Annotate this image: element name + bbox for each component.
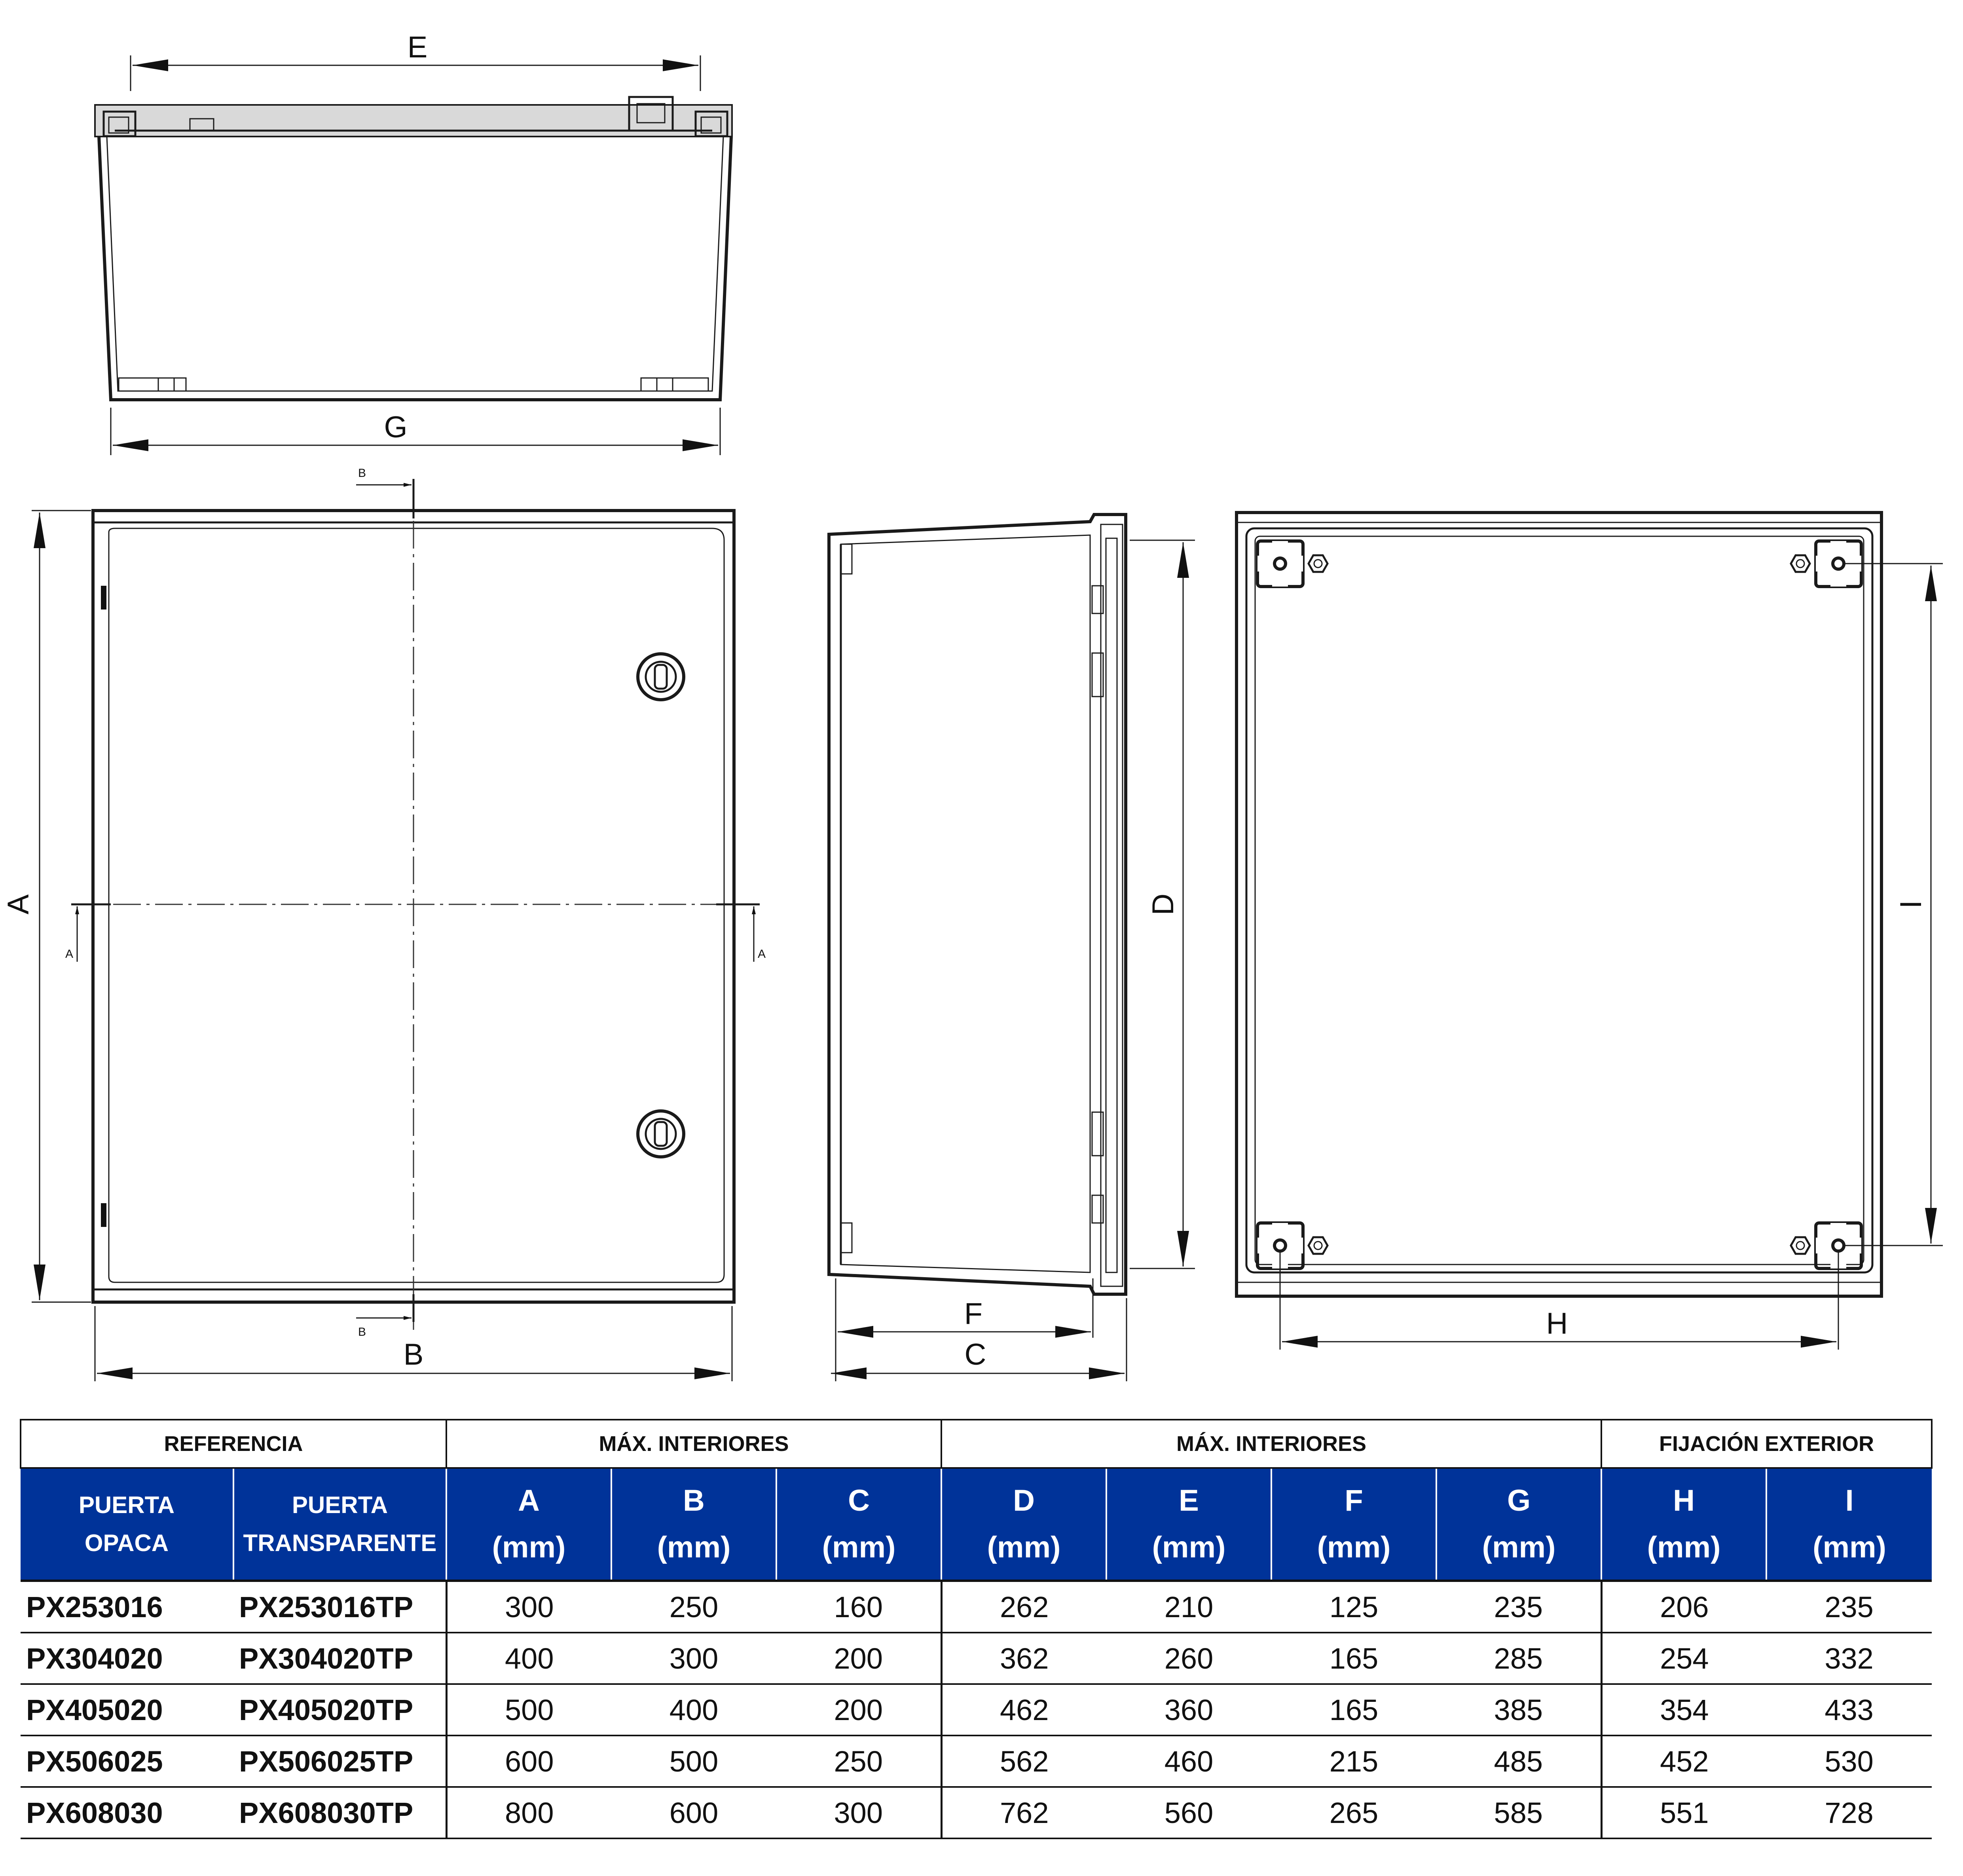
cell-a: 500 <box>446 1684 611 1735</box>
cell-g: 285 <box>1436 1633 1601 1684</box>
group-header-fijacion-exterior: FIJACIÓN EXTERIOR <box>1601 1420 1932 1468</box>
cell-a: 300 <box>446 1581 611 1633</box>
cell-b: 600 <box>611 1787 776 1838</box>
lock-icon <box>638 1111 684 1157</box>
cell-i: 728 <box>1766 1787 1932 1838</box>
cell-d: 462 <box>941 1684 1106 1735</box>
column-header-b: B (mm) <box>611 1468 776 1581</box>
cell-h: 254 <box>1601 1633 1766 1684</box>
table-row <box>21 1787 1932 1838</box>
cell-h: 452 <box>1601 1735 1766 1787</box>
cell-c: 160 <box>776 1581 941 1633</box>
cell-h: 551 <box>1601 1787 1766 1838</box>
cell-e: 360 <box>1106 1684 1271 1735</box>
column-header-e: E (mm) <box>1106 1468 1271 1581</box>
ref-transparente: PX405020TP <box>233 1684 446 1735</box>
dim-label-H: H <box>1546 1307 1568 1341</box>
section-marker-b-bottom: B <box>358 1325 366 1339</box>
column-header-puerta-opaca: PUERTA OPACA <box>21 1468 233 1581</box>
ref-transparente: PX608030TP <box>233 1787 446 1838</box>
cell-b: 300 <box>611 1633 776 1684</box>
cell-f: 165 <box>1271 1633 1436 1684</box>
cell-a: 600 <box>446 1735 611 1787</box>
cell-c: 200 <box>776 1633 941 1684</box>
cell-d: 762 <box>941 1787 1106 1838</box>
cell-c: 250 <box>776 1735 941 1787</box>
dim-label-B: B <box>403 1338 424 1371</box>
cell-d: 362 <box>941 1633 1106 1684</box>
cell-h: 354 <box>1601 1684 1766 1735</box>
back-view <box>1237 513 1943 1350</box>
table-row <box>21 1633 1932 1684</box>
ref-transparente: PX253016TP <box>233 1581 446 1633</box>
cell-e: 260 <box>1106 1633 1271 1684</box>
ref-opaca: PX506025 <box>21 1735 233 1787</box>
ref-transparente: PX506025TP <box>233 1735 446 1787</box>
fixing-lug-icon <box>1257 1223 1328 1268</box>
section-marker-b-top: B <box>358 467 366 480</box>
dim-label-E: E <box>407 30 428 64</box>
cell-g: 485 <box>1436 1735 1601 1787</box>
dim-label-F: F <box>964 1297 983 1331</box>
cell-c: 300 <box>776 1787 941 1838</box>
lock-icon <box>638 654 684 700</box>
cell-c: 200 <box>776 1684 941 1735</box>
side-section-view <box>829 515 1195 1381</box>
dim-label-A: A <box>2 894 35 915</box>
cell-e: 560 <box>1106 1787 1271 1838</box>
column-header-a: A (mm) <box>446 1468 611 1581</box>
column-header-i: I (mm) <box>1766 1468 1932 1581</box>
cell-i: 433 <box>1766 1684 1932 1735</box>
cell-a: 400 <box>446 1633 611 1684</box>
cell-e: 210 <box>1106 1581 1271 1633</box>
fixing-lug-icon <box>1257 541 1328 587</box>
cell-f: 215 <box>1271 1735 1436 1787</box>
column-header-puerta-transparente: PUERTA TRANSPARENTE <box>233 1468 446 1581</box>
cell-g: 385 <box>1436 1684 1601 1735</box>
table-row <box>21 1684 1932 1735</box>
table-row <box>21 1581 1932 1633</box>
cell-i: 235 <box>1766 1581 1932 1633</box>
cell-f: 165 <box>1271 1684 1436 1735</box>
cell-f: 265 <box>1271 1787 1436 1838</box>
ref-opaca: PX608030 <box>21 1787 233 1838</box>
ref-transparente: PX304020TP <box>233 1633 446 1684</box>
cell-d: 262 <box>941 1581 1106 1633</box>
cell-h: 206 <box>1601 1581 1766 1633</box>
column-header-d: D (mm) <box>941 1468 1106 1581</box>
cell-b: 500 <box>611 1735 776 1787</box>
cell-i: 530 <box>1766 1735 1932 1787</box>
dimensions-table <box>20 1419 1933 1839</box>
cell-e: 460 <box>1106 1735 1271 1787</box>
ref-opaca: PX253016 <box>21 1581 233 1633</box>
cell-i: 332 <box>1766 1633 1932 1684</box>
group-header-referencia: REFERENCIA <box>21 1420 446 1468</box>
column-header-g: G (mm) <box>1436 1468 1601 1581</box>
ref-opaca: PX304020 <box>21 1633 233 1684</box>
section-marker-a-left: A <box>65 947 74 961</box>
table-row <box>21 1735 1932 1787</box>
ref-opaca: PX405020 <box>21 1684 233 1735</box>
front-view <box>2 467 766 1381</box>
cell-a: 800 <box>446 1787 611 1838</box>
dim-label-I: I <box>1894 900 1928 909</box>
cell-d: 562 <box>941 1735 1106 1787</box>
cell-g: 585 <box>1436 1787 1601 1838</box>
group-header-max-interiores-2: MÁX. INTERIORES <box>941 1420 1601 1468</box>
cell-f: 125 <box>1271 1581 1436 1633</box>
column-header-f: F (mm) <box>1271 1468 1436 1581</box>
dim-label-C: C <box>964 1338 986 1371</box>
column-header-c: C (mm) <box>776 1468 941 1581</box>
cell-b: 400 <box>611 1684 776 1735</box>
column-header-h: H (mm) <box>1601 1468 1766 1581</box>
dim-label-D: D <box>1146 893 1180 915</box>
dim-label-G: G <box>384 410 408 444</box>
cell-g: 235 <box>1436 1581 1601 1633</box>
section-marker-a-right: A <box>758 947 766 961</box>
top-section-view <box>95 30 732 455</box>
group-header-max-interiores-1: MÁX. INTERIORES <box>446 1420 941 1468</box>
cell-b: 250 <box>611 1581 776 1633</box>
